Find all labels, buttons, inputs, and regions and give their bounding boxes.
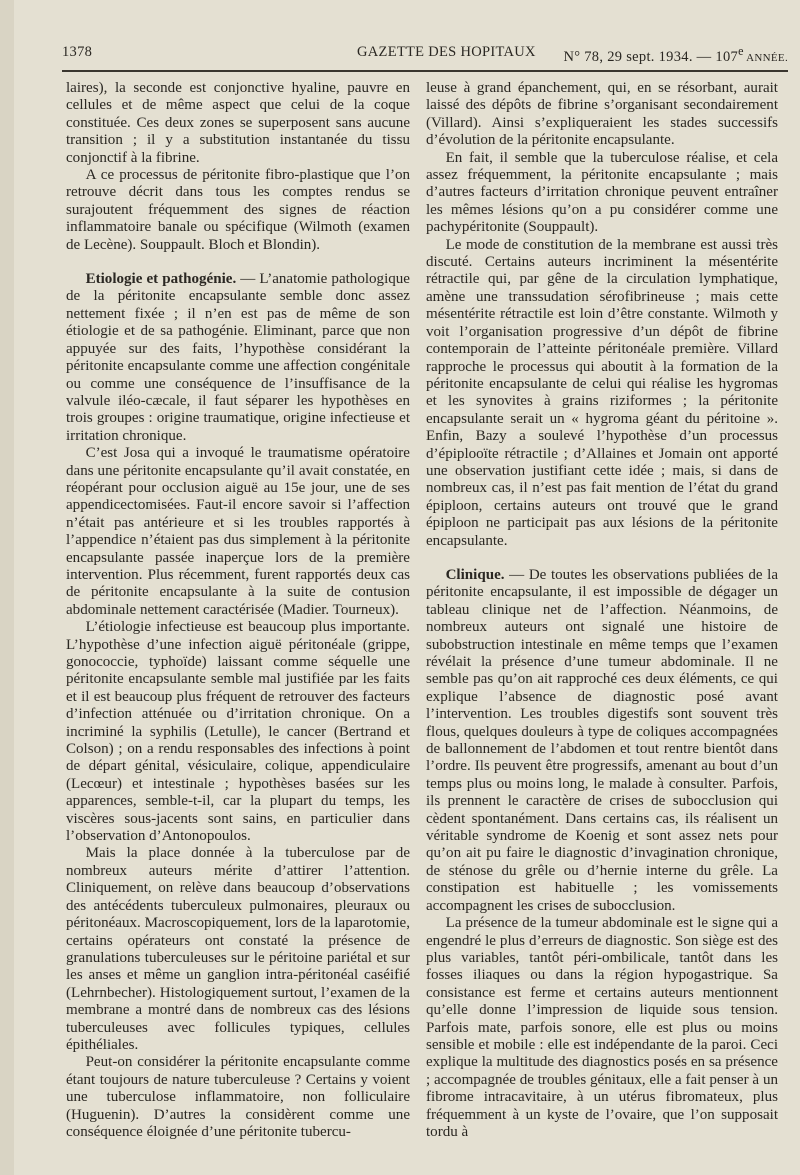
paragraph: Le mode de constitution de la membrane est aussi très discuté. Certains auteurs incriminent la mésentérite rétractile qui, par gêne de la circulation lymphatique, amène une transsudation sérofibrineuse ; mais cette mésentérite rétractile est loin d’être constante. Wilmoth y voit l’organisation progressive d’un dépôt de fibrine contemporain de l’atteinte péritonéale première. Villard rapproche le processus qui aboutit à la formation de la péritonite encapsulante de celui qui réalise les hygromas et les synovites à grains riziformes ; la péritonite encapsulante serait un « hygroma géant du péritoine ». Enfin, Bazy a soulevé l’hypothèse d’un processus d’épiplooïte rétractile ; d’Allaines et Jomain ont apporté une observation justifiant cette idée ; mais, si dans de nombreux cas, il n’est pas fait mention de l’état du grand épiploon, certains auteurs ont trouvé que le grand épiploon ne participait pas aux lésions de la péritonite encapsulante.	[426, 236, 778, 549]
right-column	[426, 80, 778, 1165]
etiologie-text: — L’anatomie pathologique de la péritonite encapsulante semble donc assez nettement fixée ; il n’en est pas de même de son étiologie et de sa pathogénie. Eliminant, parce que non appuyée sur des faits, l’hypothèse considérant la péritonite encapsulante comme une affection congénitale ou comme une conséquence de l’insuffisance de la valvule iléo-cæcale, il faut séparer les hypothèses en trois groupes : origine traumatique, origine infectieuse et irritation chronique.	[66, 271, 410, 444]
etiologie-paragraph	[66, 271, 410, 445]
issue-info	[563, 44, 788, 66]
paragraph: En fait, il semble que la tuberculose réalise, et cela assez fréquemment, la péritonite encapsulante ; mais d’autres facteurs d’irritation chronique peuvent entraîner les mêmes lésions qu’on a pu considérer comme une pachypéritonite (Souppault).	[426, 149, 778, 236]
issue-superscript: e	[738, 44, 744, 58]
header-rule	[62, 70, 788, 72]
paragraph: laires), la seconde est conjonctive hyaline, pauvre en cellules et de même aspect que celui de la coque constituée. Ces deux zones se superposent sans aucune transition ; il y a substitution instantanée du tissu conjonctif à la fibrine.	[66, 80, 410, 166]
journal-title: GAZETTE DES HOPITAUX	[357, 44, 536, 60]
clinique-text: — De toutes les observations publiées de la péritonite encapsulante, il est impossible de dégager un tableau clinique net de l’affection. Néanmoins, de nombreux auteurs ont signalé une histoire de subobstruction intestinale en même temps que l’examen révélait la présence d’une tumeur abdominale. Il ne semble pas qu’on ait rapproché ces deux éléments, ce qui explique l’absence de diagnostic posé avant l’intervention. Les troubles digestifs sont souvent très flous, quelques douleurs à type de coliques accompagnées de ballonnement de l’abdomen et tout rentre bientôt dans l’ordre. Ils peuvent être progressifs, amenant au bout d’un temps plus ou moins long, le malade à consulter. Parfois, ils prennent le caractère de crises de subocclusion qui cèdent spontanément. Dans certains cas, ils réalisent un véritable syndrome de Koenig et sont assez nets pour qu’on ait pu faire le diagnostic d’invagination chronique, de sténose du grêle ou d’hernie interne du grêle. La constipation est habituelle ; les vomissements accompagnent les crises de subocclusion.	[426, 566, 778, 914]
paragraph: Mais la place donnée à la tuberculose par de nombreux auteurs mérite d’attirer l’attention. Cliniquement, on relève dans beaucoup d’observations des antécédents tuberculeux pulmonaires, pleuraux ou péritonéaux. Macroscopiquement, lors de la laparotomie, certains opérateurs ont constaté la présence de granulations tuberculeuses sur le péritoine pariétal et sur les anses et même un ganglion intra-péritonéal caséifié (Lehrnbecher). Histologiquement surtout, l’examen de la membrane a montré dans de nombreux cas des lésions tuberculeuses avec follicules typiques, cellules épithéliales.	[66, 845, 410, 1053]
paragraph: L’étiologie infectieuse est beaucoup plus importante. L’hypothèse d’une infection aiguë péritonéale (grippe, gonococcie, typhoïde) laissant comme séquelle une péritonite encapsulante semble mal justifiée par les faits et il est beaucoup plus fréquent de retrouver des facteurs d’infection atténuée ou d’irritation chronique. On a incriminé la syphilis (Letulle), le cancer (Bertrand et Colson) ; on a rendu responsables des infections à point de départ génital, vésiculaire, colique, appendiculaire (Lecœur) et intestinale ; hypothèses basées sur les apparences, semble-t-il, car la plupart du temps, les viscères sous-jacents sont sains, en particulier dans l’observation d’Antonopoulos.	[66, 619, 410, 845]
paragraph: Peut-on considérer la péritonite encapsulante comme étant toujours de nature tuberculeuse ? Certains y voient une tuberculose inflammatoire, non folliculaire (Huguenin). D’autres la considèrent comme une conséquence éloignée d’une péritonite tubercu-	[66, 1054, 410, 1140]
paragraph: C’est Josa qui a invoqué le traumatisme opératoire dans une péritonite encapsulante qu’il avait constatée, en réopérant pour occlusion aiguë au 15e jour, une de ses appendicectomisées. Faut-il encore savoir si l’affection n’était pas antérieure et si les troubles rapportés à l’appendice n’étaient pas dus simplement à la péritonite encapsulante passée inaperçue lors de la première intervention. Plus récemment, furent rapportés deux cas de péritonite encapsulante à la suite de contusion abdominale nettement caractérisée (Madier. Tourneux).	[66, 445, 410, 618]
issue-year-label: ANNÉE.	[743, 51, 788, 64]
left-column	[66, 80, 410, 1165]
paragraph: La présence de la tumeur abdominale est le signe qui a engendré le plus d’erreurs de diagnostic. Son siège est des plus variables, tantôt péri-ombilicale, tantôt dans les fosses iliaques ou dans la région hypogastrique. Sa consistance est ferme et certains auteurs mentionnent qu’elle donne l’impression de liquide sous tension. Parfois mate, parfois sonore, elle est plus ou moins sensible et mobile : elle est indépendante de la paroi. Ceci explique la multitude des diagnostics posés en sa présence ; accompagnée de troubles génitaux, elle a fait penser à un fibrome intracavitaire, à un utérus fibromateux, plus fréquemment à un kyste de l’ovaire, que l’on supposait tordu à	[426, 915, 778, 1140]
paragraph: leuse à grand épanchement, qui, en se résorbant, aurait laissé des dépôts de fibrine s’organisant secondairement (Villard). Ainsi s’expliqueraient les stades successifs d’évolution de la péritonite encapsulante.	[426, 80, 778, 149]
clinique-paragraph	[426, 567, 778, 915]
issue-date: N° 78, 29 sept. 1934. — 107	[563, 48, 739, 65]
paragraph: A ce processus de péritonite fibro-plastique que l’on retrouve décrit dans tous les comptes rendus se surajoutent fréquemment des signes de réaction inflammatoire banale ou spécifique (Wilmoth (examen de Lecène). Souppault. Bloch et Blondin).	[66, 167, 410, 253]
running-header	[62, 44, 788, 66]
section-heading-clinique: Clinique.	[445, 566, 505, 583]
page-number: 1378	[62, 44, 93, 60]
newspaper-page	[14, 0, 800, 1175]
section-heading-etiologie: Etiologie et pathogénie.	[85, 271, 237, 288]
